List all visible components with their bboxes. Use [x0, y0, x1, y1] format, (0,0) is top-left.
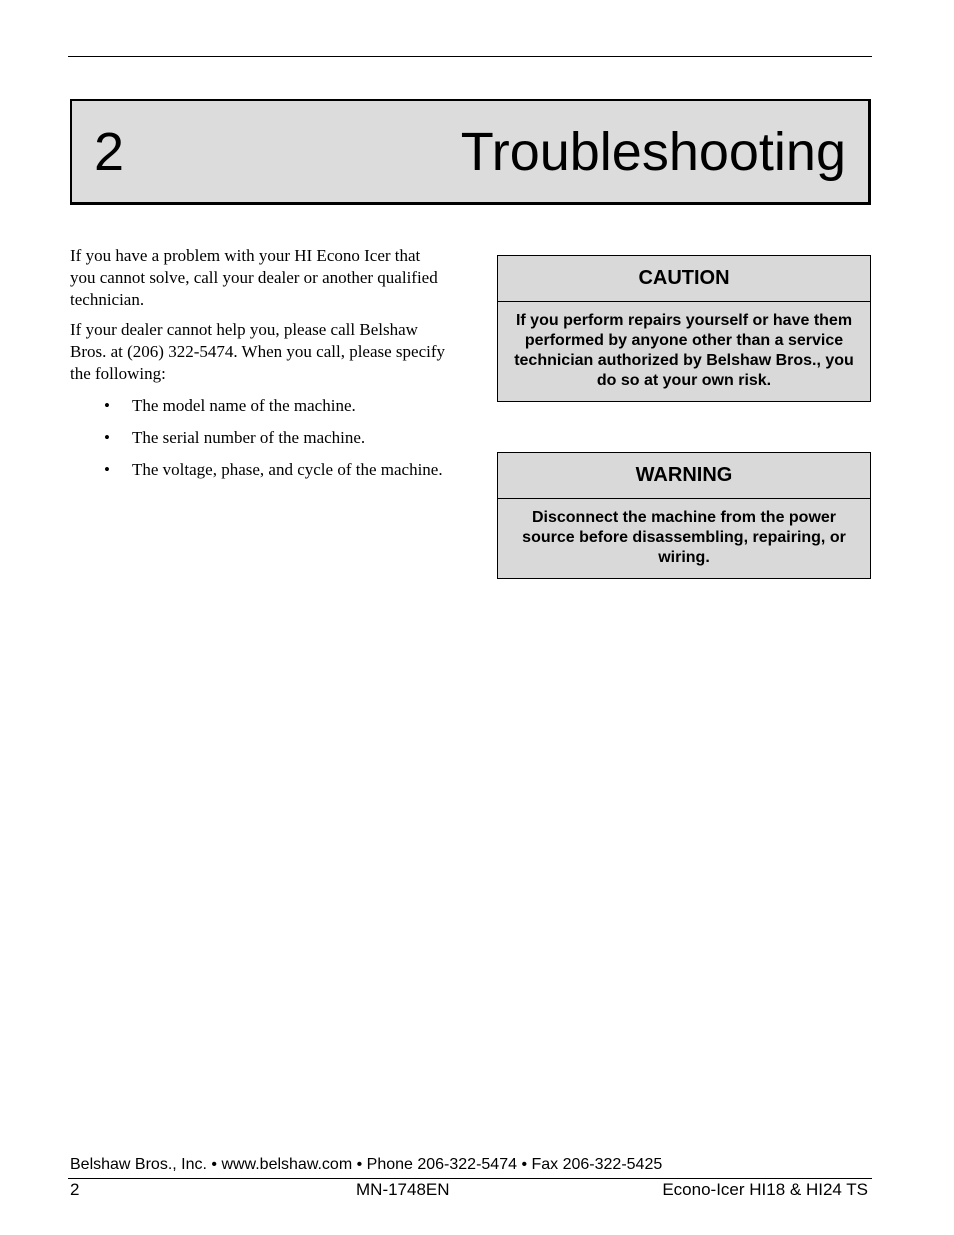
intro-paragraph-2: If your dealer cannot help you, please call Belshaw Bros. at (206) 322-5474. When you call, please specify the following:	[70, 320, 446, 383]
list-item	[70, 459, 450, 481]
list-item-text: The model name of the machine.	[132, 396, 356, 415]
warning-box	[497, 452, 871, 579]
footer-rule	[68, 1178, 872, 1179]
document-number: MN-1748EN	[356, 1180, 450, 1199]
footer	[70, 1180, 868, 1200]
caution-text: If you perform repairs yourself or have them performed by anyone other than a service technician authorized by Belshaw Bros., you do so at your own risk.	[514, 312, 854, 389]
chapter-heading	[70, 99, 871, 205]
product-name: Econo-Icer HI18 & HI24 TS	[662, 1180, 868, 1199]
warning-text: Disconnect the machine from the power source before disassembling, repairing, or wiring.	[522, 509, 846, 566]
caution-title: CAUTION	[498, 256, 870, 302]
bullet-icon: •	[104, 460, 110, 479]
list-item-text: The serial number of the machine.	[132, 428, 366, 447]
chapter-number: 2	[94, 122, 125, 182]
intro-paragraph-1: If you have a problem with your HI Econo Icer that you cannot solve, call your dealer or another qualified technician.	[70, 246, 438, 309]
chapter-title: Troubleshooting	[460, 122, 846, 182]
caution-box	[497, 255, 871, 402]
list-item	[70, 395, 450, 417]
footer-company-line: Belshaw Bros., Inc. • www.belshaw.com • Phone 206-322-5474 • Fax 206-322-5425	[70, 1156, 663, 1173]
list-item	[70, 427, 450, 449]
header-rule	[68, 56, 872, 57]
bullet-icon: •	[104, 428, 110, 447]
warning-title: WARNING	[498, 453, 870, 499]
intro-section	[70, 245, 450, 491]
info-list	[70, 395, 450, 481]
bullet-icon: •	[104, 396, 110, 415]
page-number: 2	[70, 1180, 80, 1199]
list-item-text: The voltage, phase, and cycle of the machine.	[132, 460, 443, 479]
